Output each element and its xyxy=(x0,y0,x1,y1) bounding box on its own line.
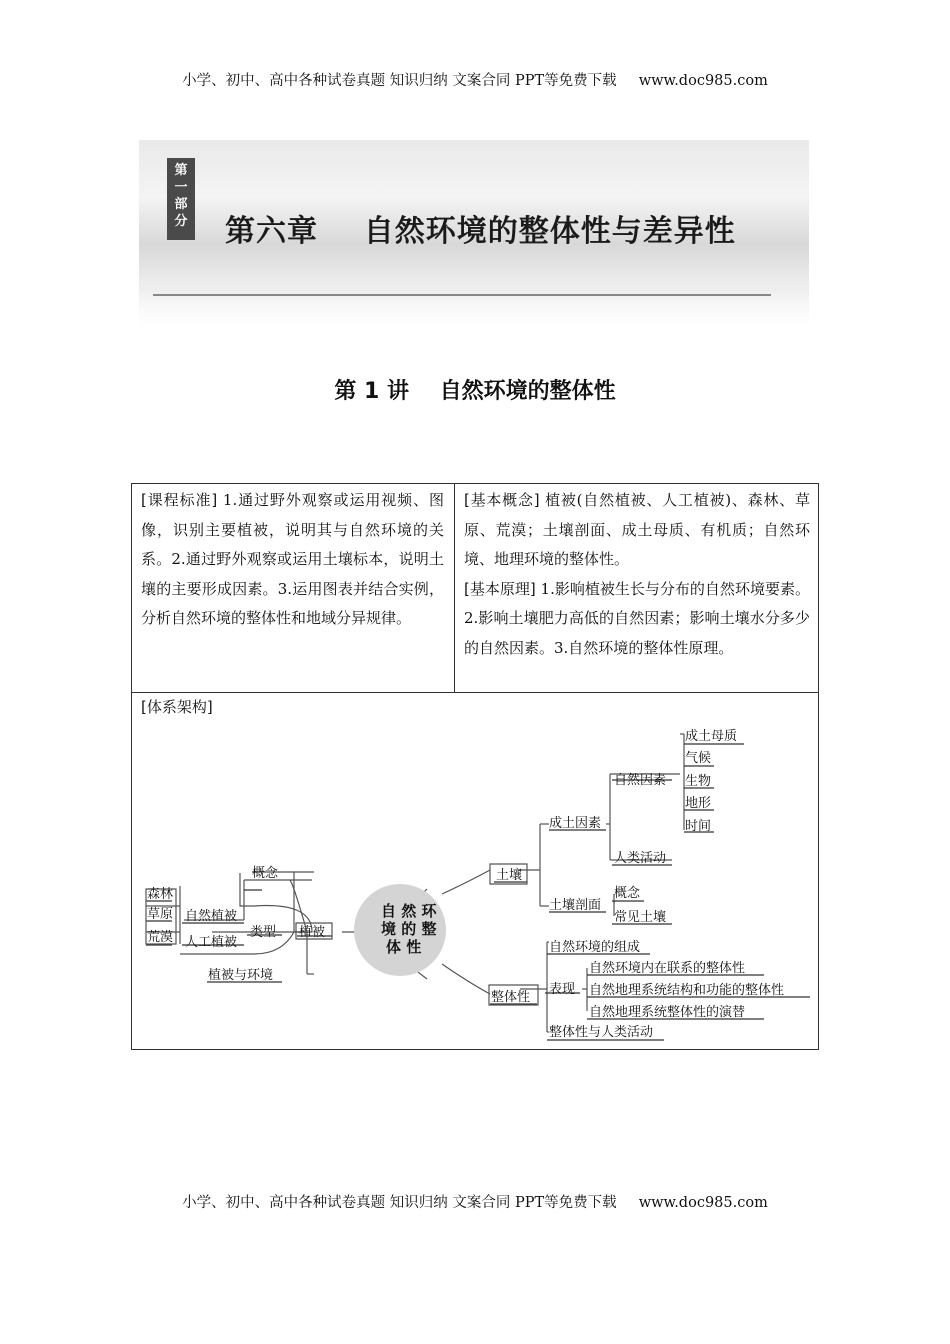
lesson-title: 第 1 讲 自然环境的整体性 xyxy=(334,379,616,404)
node-soil-factors: 成土因素 xyxy=(549,816,602,831)
footer-url: www.doc985.com xyxy=(638,1195,768,1211)
node-veg-types: 类型 xyxy=(250,925,277,940)
node-terrain: 地形 xyxy=(685,796,712,811)
node-parent-material: 成土母质 xyxy=(685,729,738,744)
node-veg-env: 植被与环境 xyxy=(208,968,274,983)
node-perf-3: 自然地理系统整体性的演替 xyxy=(589,1005,746,1020)
header-url: www.doc985.com xyxy=(638,73,768,89)
chapter-banner xyxy=(139,140,809,330)
node-climate: 气候 xyxy=(685,751,712,766)
node-perf-2: 自然地理系统结构和功能的整体性 xyxy=(589,983,785,998)
principles-text: 1.影响植被生长与分布的自然环境要素。2.影响土壤肥力高低的自然因素；影响土壤水分多少的自然因素。3.自然环境的整体性原理。 xyxy=(464,579,810,657)
chapter-title: 第六章 自然环境的整体性与差异性 xyxy=(225,214,736,249)
node-performance: 表现 xyxy=(549,982,576,997)
svg-text:体 性: 体 性 xyxy=(386,938,422,956)
node-integrity: 整体性 xyxy=(491,990,531,1005)
node-forest: 森林 xyxy=(147,887,174,902)
node-artificial-veg: 人工植被 xyxy=(185,935,238,950)
banner-rule xyxy=(153,294,771,296)
architecture-label: [体系架构] xyxy=(141,698,213,716)
footer-text: 小学、初中、高中各种试卷真题 知识归纳 文案合同 PPT等免费下载 xyxy=(182,1195,617,1211)
node-common-soil: 常见土壤 xyxy=(614,910,667,925)
node-human-activity: 人类活动 xyxy=(614,851,667,866)
mind-map xyxy=(132,484,818,1049)
header-text: 小学、初中、高中各种试卷真题 知识归纳 文案合同 PPT等免费下载 xyxy=(182,73,617,89)
node-time: 时间 xyxy=(685,819,712,834)
node-natural-factors: 自然因素 xyxy=(614,773,667,788)
node-soil-profile: 土壤剖面 xyxy=(549,898,602,913)
principles-label: [基本原理] xyxy=(464,579,536,598)
node-integrity-human: 整体性与人类活动 xyxy=(549,1025,654,1040)
node-perf-1: 自然环境内在联系的整体性 xyxy=(589,961,746,976)
svg-text:境 的 整: 境 的 整 xyxy=(381,920,437,938)
node-profile-concept: 概念 xyxy=(614,886,641,901)
concepts-text: 植被(自然植被、人工植被)、森林、草原、荒漠；土壤剖面、成土母质、有机质；自然环境、地理环境的整体性。 xyxy=(464,491,810,568)
node-biology: 生物 xyxy=(685,774,712,789)
node-veg-concept: 概念 xyxy=(252,866,279,881)
curriculum-text: 1.通过野外观察或运用视频、图像，识别主要植被，说明其与自然环境的关系。2.通过野外观察或运用土壤标本，说明土壤的主要形成因素。3.运用图表并结合实例，分析自然环境的整体性和地域分异规律。 xyxy=(141,491,444,627)
node-natural-veg: 自然植被 xyxy=(185,909,238,924)
center-node: 自 然 环 xyxy=(381,902,437,920)
concepts-label: [基本概念] xyxy=(464,491,540,509)
node-grassland: 草原 xyxy=(147,907,174,922)
node-soil: 土壤 xyxy=(496,868,523,883)
part-tag: 第 一 部 分 xyxy=(167,158,195,240)
curriculum-label: [课程标准] xyxy=(141,491,218,509)
overview-table xyxy=(131,483,819,1050)
node-vegetation: 植被 xyxy=(299,925,326,940)
page-footer xyxy=(0,1191,950,1212)
node-env-composition: 自然环境的组成 xyxy=(549,940,641,955)
node-desert: 荒漠 xyxy=(147,930,174,945)
page-header xyxy=(0,69,950,90)
